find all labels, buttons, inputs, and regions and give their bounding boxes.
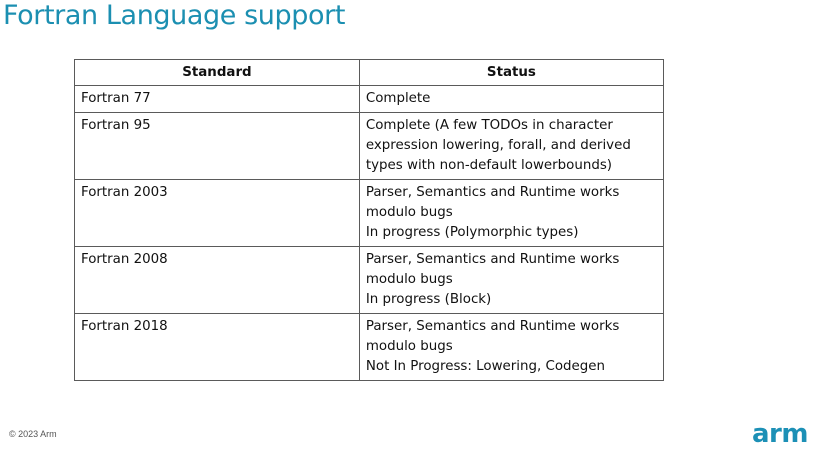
status-line: In progress (Polymorphic types) (365, 225, 579, 240)
table-header-row (75, 60, 664, 86)
status-line: Parser, Semantics and Runtime works (365, 319, 620, 334)
standard-cell: Fortran 2003 (75, 180, 360, 247)
status-line: Complete (A few TODOs in character (365, 118, 613, 133)
status-cell (359, 113, 663, 180)
status-line: types with non-default lowerbounds) (365, 158, 613, 173)
status-cell (359, 247, 663, 314)
slide-title: Fortran Language support (3, 0, 346, 31)
status-line: Not In Progress: Lowering, Codegen (365, 359, 606, 374)
fortran-support-table (74, 59, 664, 381)
status-cell (359, 314, 663, 381)
status-line: Complete (365, 91, 431, 106)
status-cell (359, 86, 663, 113)
status-line: Parser, Semantics and Runtime works (365, 252, 620, 267)
status-line: modulo bugs (365, 339, 453, 354)
table-row (75, 180, 664, 247)
status-line: expression lowering, forall, and derived (365, 138, 631, 153)
standard-cell: Fortran 77 (75, 86, 360, 113)
status-line: modulo bugs (365, 205, 453, 220)
status-cell (359, 180, 663, 247)
arm-logo: arm (752, 419, 808, 449)
standard-cell: Fortran 2018 (75, 314, 360, 381)
table-row (75, 247, 664, 314)
status-line: modulo bugs (365, 272, 453, 287)
column-header-status: Status (359, 60, 663, 86)
status-line: Parser, Semantics and Runtime works (365, 185, 620, 200)
table-row (75, 314, 664, 381)
table-row (75, 113, 664, 180)
standard-cell: Fortran 2008 (75, 247, 360, 314)
column-header-standard: Standard (75, 60, 360, 86)
standard-cell: Fortran 95 (75, 113, 360, 180)
table-row (75, 86, 664, 113)
copyright-notice: © 2023 Arm (9, 429, 57, 439)
status-line: In progress (Block) (365, 292, 492, 307)
